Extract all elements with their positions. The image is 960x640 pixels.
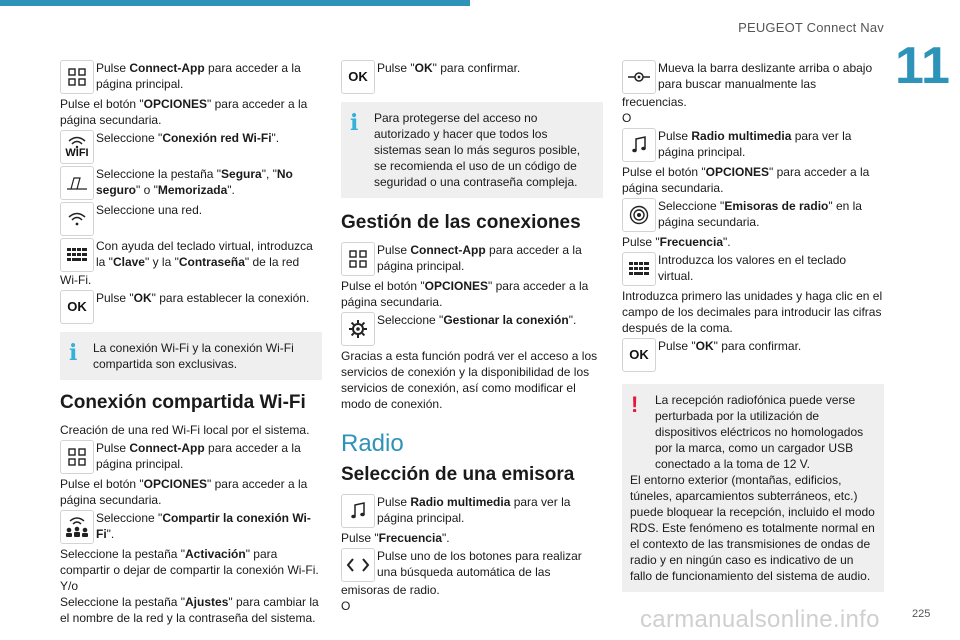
- warning-note: ! La recepción radiofónica puede verse perturbada por la utilización de dispositivos eléctricos no homologados por la marca, como un cargador USB conectado a la toma de 12 V. El entorno exterior (montañas, edificios, túneles, aparcamientos subterráneos, etc.) puede bloquear la recepción, incluido el modo RDS. Este fenómeno es totalmente normal en el contexto de las transmisiones de ondas de radio y en ningún caso es indicativo de un fallo de funcionamiento del sistema de audio.: [622, 384, 884, 592]
- section-heading: Gestión de las conexiones: [341, 212, 581, 233]
- step-radio-multimedia: Pulse Radio multimedia para ver la página principal.: [341, 494, 603, 528]
- radio-broadcast-icon: [622, 198, 656, 232]
- wifi-signal-icon: [60, 202, 94, 236]
- step-ok: OK Pulse "OK" para confirmar.: [622, 338, 884, 372]
- step-manage-connection: Seleccione "Gestionar la conexión".: [341, 312, 603, 346]
- instruction-text: Introduzca primero las unidades y haga clic en el campo de los decimales para introducir las cifras después de la coma.: [622, 289, 883, 335]
- step-virtual-keyboard: Introduzca los valores en el teclado virtual.: [622, 252, 884, 286]
- instruction-text: Pulse el botón "OPCIONES" para acceder a la página secundaria.: [60, 97, 308, 127]
- step-share-wifi: Seleccione "Compartir la conexión Wi-Fi".: [60, 510, 322, 544]
- warning-exclamation-icon: !: [631, 392, 639, 417]
- keyboard-icon: [622, 252, 656, 286]
- column-2: [341, 58, 603, 614]
- instruction-text: Pulse "Frecuencia".: [341, 531, 450, 545]
- ok-button-icon: OK: [622, 338, 656, 372]
- chapter-section-title: Radio: [341, 430, 404, 457]
- instruction-text: emisoras de radio.: [341, 583, 440, 597]
- instruction-text: Wi-Fi.: [60, 273, 92, 287]
- apps-grid-icon: [341, 242, 375, 276]
- section-heading: Conexión compartida Wi-Fi: [60, 392, 306, 413]
- chevrons-left-right-icon: [341, 548, 375, 582]
- step-connect-app: Pulse Connect-App para acceder a la página principal.: [341, 242, 603, 276]
- gear-icon: [341, 312, 375, 346]
- instruction-text: Pulse el botón "OPCIONES" para acceder a la página secundaria.: [622, 165, 870, 195]
- instruction-text: Gracias a esta función podrá ver el acceso a los servicios de conexión y la disponibilidad de los servicios de conexión, así como modificar el modo de conexión.: [341, 349, 598, 411]
- step-virtual-keyboard: Con ayuda del teclado virtual, introduzca la "Clave" y la "Contraseña" de la red: [60, 238, 322, 272]
- step-connect-app: Pulse Connect-App para acceder a la página principal.: [60, 60, 322, 94]
- column-3: [622, 58, 884, 598]
- instruction-text: Pulse el botón "OPCIONES" para acceder a la página secundaria.: [60, 477, 308, 507]
- info-icon: i: [69, 340, 78, 366]
- step-wifi-network: WIFI Seleccione "Conexión red Wi-Fi".: [60, 130, 322, 164]
- info-note: i Para protegerse del acceso no autorizado y hacer que todos los sistemas sean lo más seguros posible, se recomienda el uso de un código de seguridad o una contraseña compleja.: [341, 102, 603, 198]
- step-select-tab: Seleccione la pestaña "Segura", "No seguro" o "Memorizada".: [60, 166, 322, 200]
- step-slider: Mueva la barra deslizante arriba o abajo para buscar manualmente las: [622, 60, 884, 94]
- keyboard-icon: [60, 238, 94, 272]
- instruction-text: frecuencias.: [622, 95, 687, 109]
- instruction-text: Creación de una red Wi-Fi local por el sistema.: [60, 423, 310, 437]
- step-auto-search: Pulse uno de los botones para realizar una búsqueda automática de las: [341, 548, 603, 582]
- page-number: 225: [912, 608, 931, 620]
- instruction-text: O: [341, 599, 351, 613]
- instruction-text: Seleccione la pestaña "Activación" para compartir o dejar de compartir la conexión Wi-Fi.: [60, 547, 319, 577]
- step-select-network: Seleccione una red.: [60, 202, 322, 236]
- chapter-number: 11: [895, 37, 950, 95]
- watermark-text: carmanualsonline.info: [640, 606, 880, 633]
- instruction-text: Pulse "Frecuencia".: [622, 235, 731, 249]
- header-accent-bar: [0, 0, 470, 6]
- apps-grid-icon: [60, 440, 94, 474]
- section-heading: Selección de una emisora: [341, 464, 575, 485]
- wifi-icon: WIFI: [60, 130, 94, 164]
- instruction-text: Seleccione la pestaña "Ajustes" para cambiar la el nombre de la red y la contraseña del sistema.: [60, 595, 319, 625]
- step-radio-multimedia: Pulse Radio multimedia para ver la página principal.: [622, 128, 884, 162]
- slider-icon: [622, 60, 656, 94]
- music-note-icon: [622, 128, 656, 162]
- ok-button-icon: OK: [60, 290, 94, 324]
- instruction-text: Pulse el botón "OPCIONES" para acceder a la página secundaria.: [341, 279, 589, 309]
- share-wifi-icon: [60, 510, 94, 544]
- music-note-icon: [341, 494, 375, 528]
- step-ok: OK Pulse "OK" para establecer la conexión.: [60, 290, 322, 324]
- column-1: [60, 58, 322, 626]
- apps-grid-icon: [60, 60, 94, 94]
- info-icon: i: [350, 110, 359, 136]
- step-radio-stations: Seleccione "Emisoras de radio" en la página secundaria.: [622, 198, 884, 232]
- page-header-title: PEUGEOT Connect Nav: [738, 20, 884, 35]
- info-note: i La conexión Wi-Fi y la conexión Wi-Fi compartida son exclusivas.: [60, 332, 322, 380]
- tabs-icon: [60, 166, 94, 200]
- step-ok: OK Pulse "OK" para confirmar.: [341, 60, 603, 94]
- instruction-text: Y/o: [60, 579, 79, 593]
- ok-button-icon: OK: [341, 60, 375, 94]
- step-connect-app: Pulse Connect-App para acceder a la página principal.: [60, 440, 322, 474]
- instruction-text: O: [622, 111, 632, 125]
